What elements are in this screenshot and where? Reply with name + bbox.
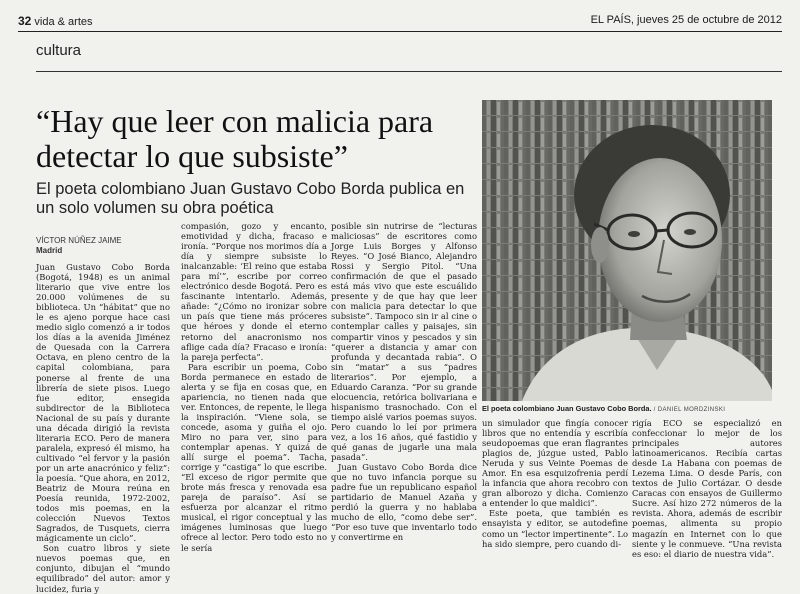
author-photo bbox=[482, 100, 772, 401]
paragraph: posible sin nutrirse de “lecturas maliciosas” de escritores como Jorge Luis Borges y Alfonso Reyes. “O José Bianco, Alejandro Rossi y Sergio Pitol. “Una confirmación de que el pasado está más vivo que este escuálido presente y de que hay que leer con malicia para detectar lo que subsiste”. Tampoco sin ir al cine o contemplar calles y paisajes, sin compartir vinos y pescados y sin “querer a distancia y amar con profunda y decantada rabia”. O sin “matar” a sus “padres literarios”. Por ejemplo, a Eduardo Caranza. “Por su grande elocuencia, retórica bolivariana e hispanismo trasnochado. Con el tiempo aislé varios poemas suyos. Pero cuando lo leí por primera vez, a los 16 años, qué fastidio y qué ganas de jugarle una mala pasada”. bbox=[331, 221, 477, 463]
paragraph: rigía ECO se especializó en confeccionar lo mejor de los principales autores latinoamericanos. Recibía cartas desde La Habana con poemas de Lezema Lima. O desde París, con textos de Julio Cortázar. O desde Caracas con ensayos de Guillermo Sucre. Así hizo 272 números de la revista. Ahora, además de escribir poemas, alimenta su propio magazín en Internet con lo que siente y le conmueve. “Una revista es eso: el diario de nuestra vida”. bbox=[632, 418, 782, 559]
deck-subheadline: El poeta colombiano Juan Gustavo Cobo Borda publica en un solo volumen su obra poética bbox=[36, 180, 465, 217]
caption-text: El poeta colombiano Juan Gustavo Cobo Borda. bbox=[482, 404, 652, 413]
article-column-3 bbox=[331, 221, 477, 580]
byline bbox=[36, 236, 170, 255]
paragraph: Este poeta, que también es ensayista y editor, se autodefine como un “lector impertinente”. Lo ha sido siempre, pero cuando di- bbox=[482, 508, 628, 549]
article-column-5 bbox=[632, 418, 782, 580]
article-column-1 bbox=[36, 262, 170, 594]
paragraph: Juan Gustavo Cobo Borda (Bogotá, 1948) es un animal literario que vive entre los 20.000 volúmenes de su biblioteca. Un “hábitat” que no le es ajeno porque hace casi medio siglo comenzó a ir todos los días a la avenida Jiménez de Quesada con la Carrera Octava, en pleno centro de la capital colombiana, para ponerse al frente de una librería de siete pisos. Luego fue editor, ensegida subdirector de la Biblioteca Nacional de su país y durante una década dirigió la revista literaria ECO. Pero de manera paralela, expresó él mismo, ha cultivado “el fervor y la pasión por un arte anacrónico y feliz”: la poesía. “Que ahora, en 2012, Beatriz de Moura reúna en Poesía reunida, 1972-2002, todos mis poemas, en la colección Nuevos Textos Sagrados, de Tusquets, cierra mágicamente un ciclo”. bbox=[36, 262, 170, 544]
paragraph: Juan Gustavo Cobo Borda dice que no tuvo infancia porque su padre fue un republicano español partidario de Manuel Azaña y perdió la guerra y no hablaba mucho de ello, “como debe ser”. “Por eso tuve que inventarlo todo y convertirme en bbox=[331, 462, 477, 543]
top-rule bbox=[18, 31, 782, 32]
photo-credit: / DANIEL MORDZINSKI bbox=[653, 407, 726, 413]
paragraph: compasión, gozo y encanto, emotividad y dicha, fracaso e ironía. “Porque nos morimos día a día y siempre subsiste lo inalcanzable: ‘El reino que estaba para mí’”, escribe por correo electrónico desde Bogotá. Pero es fascinante intentarlo. Además, añade: “¿Cómo no ironizar sobre un país que tiene más próceres que héroes y donde el eterno retorno del anacronismo nos aflige cada día? Fracaso e ironía: la pareja perfecta”. bbox=[181, 221, 327, 362]
portrait-illustration bbox=[482, 100, 772, 401]
article-column-2 bbox=[181, 221, 327, 580]
folio-bar bbox=[18, 14, 782, 30]
byline-city: Madrid bbox=[36, 246, 63, 255]
paragraph: un simulador que fingía conocer libros que no entendía y escribía seudopoemas que eran flagrantes plagios de, júzgue usted, Pablo Neruda y sus Veinte Poemas de Amor. En esa esquizofrenia perdí la infancia que ahora recobro con gran alborozo y dicha. Comienzo a entender lo que maldici”. bbox=[482, 418, 628, 509]
publication-dateline: EL PAÍS, jueves 25 de octubre de 2012 bbox=[590, 14, 782, 26]
page-number: 32 bbox=[18, 14, 32, 28]
paragraph: Son cuatro libros y siete nuevos poemas que, en conjunto, dibujan el “mundo equilibrado” del autor: amor y lucidez, furia y bbox=[36, 543, 170, 594]
headline: “Hay que leer con malicia para detectar lo que subsiste” bbox=[36, 103, 434, 174]
section-tag: vida & artes bbox=[34, 16, 93, 28]
byline-author: VÍCTOR NÚÑEZ JAIME bbox=[36, 236, 122, 245]
section-label: cultura bbox=[36, 42, 82, 59]
photo-caption bbox=[482, 404, 772, 413]
section-rule bbox=[36, 71, 782, 72]
paragraph: Para escribir un poema, Cobo Borda permanece en estado de alerta y se fija en cosas que, en apariencia, no tienen nada que ver. Entonces, de repente, le llega la inspiración. “Viene sola, se concede, asoma y guiña el ojo. Miro no para ver, sino para contemplar apenas. Y quizá de allí surge el poema”. Tacha, corrige y “castiga” lo que escribe. “El exceso de rigor permite que brote más fresca y renovada esa pareja de paraíso”. Así se esfuerza por alcanzar el ritmo musical, el rigor conceptual y las imágenes luminosas que luego ofrece al lector. Pero todo esto no le sería bbox=[181, 361, 327, 553]
article-column-4 bbox=[482, 418, 628, 580]
